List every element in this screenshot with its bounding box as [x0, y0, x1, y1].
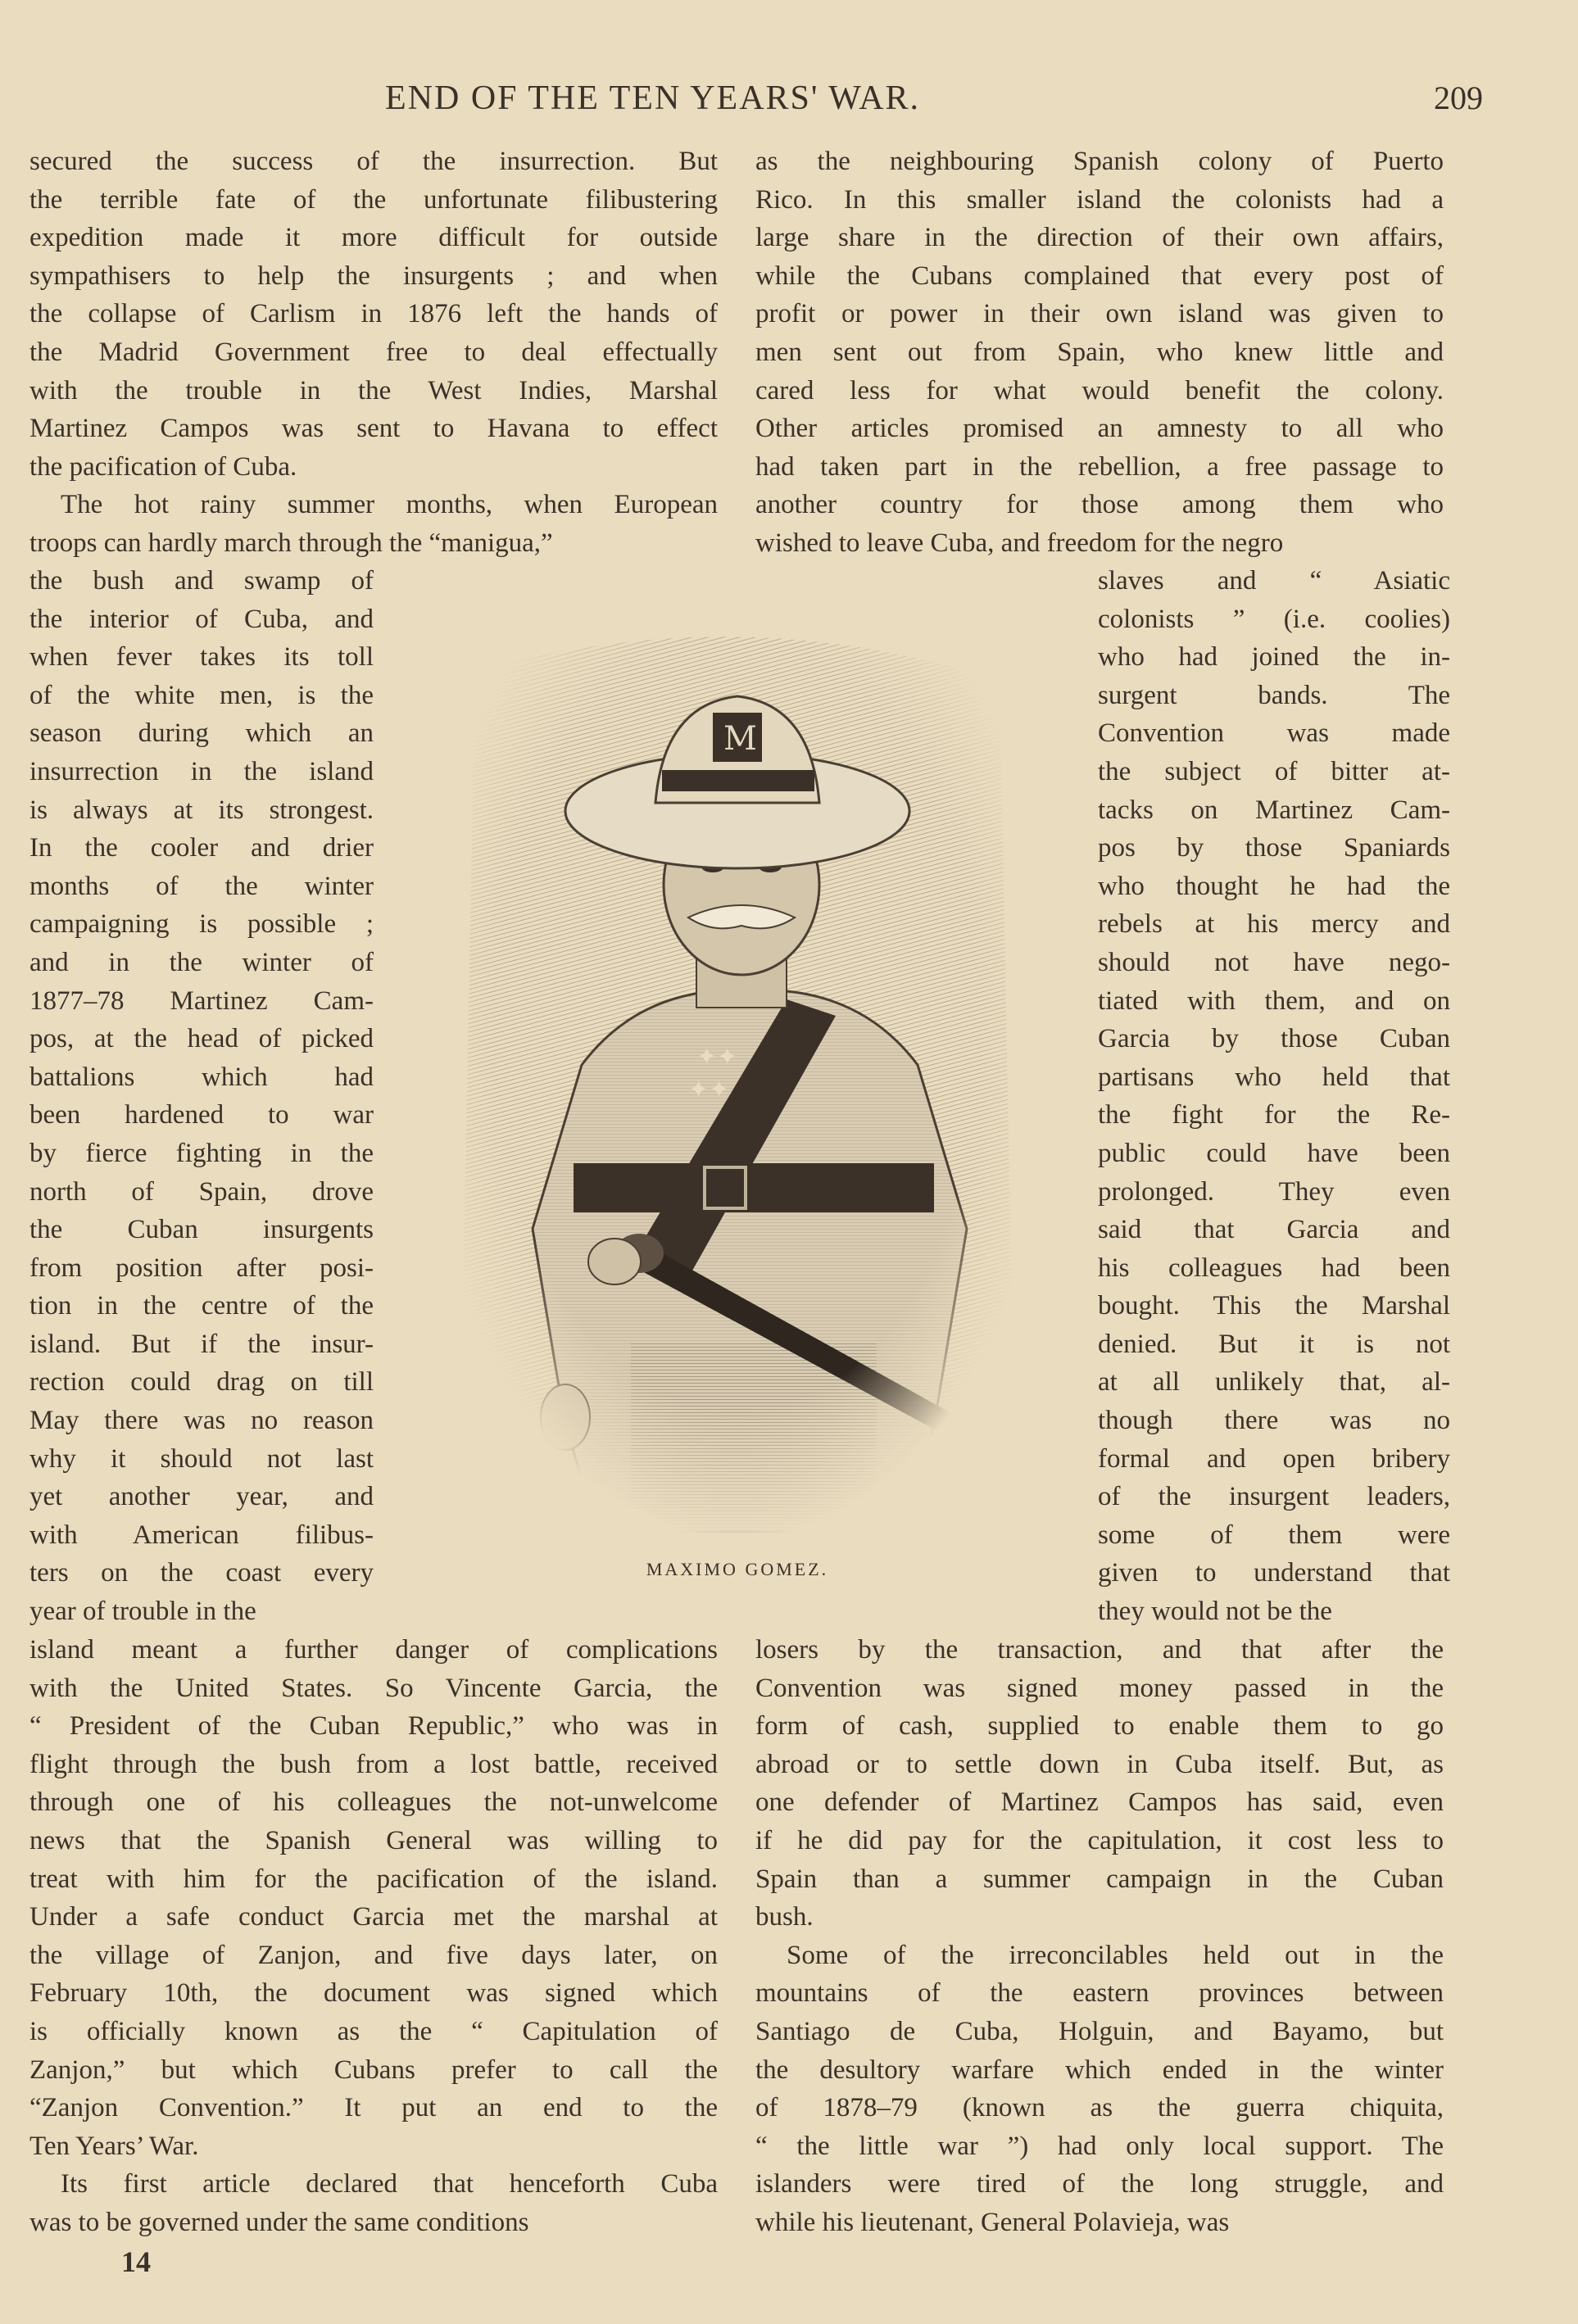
- text-line: rection could drag on till: [29, 1367, 374, 1398]
- text-line: island. But if the insur-: [29, 1329, 374, 1359]
- text-line: insurrection in the island: [29, 756, 374, 786]
- text-line: troops can hardly march through the “manigua,”: [29, 528, 553, 558]
- text-line: islanders were tired of the long struggle, and: [755, 2169, 1444, 2199]
- text-line: island meant a further danger of complications: [29, 1635, 718, 1665]
- text-line: Convention was signed money passed in the: [755, 1673, 1444, 1703]
- text-line: the desultory warfare which ended in the winter: [755, 2054, 1444, 2085]
- text-line: slaves and “ Asiatic: [1098, 566, 1450, 596]
- text-line: tacks on Martinez Cam-: [1098, 795, 1450, 825]
- signature-mark: 14: [121, 2245, 151, 2278]
- text-line: was to be governed under the same conditions: [29, 2207, 529, 2237]
- text-line: his colleagues had been: [1098, 1253, 1450, 1283]
- text-line: the fight for the Re-: [1098, 1100, 1450, 1130]
- text-line: is officially known as the “ Capitulation of: [29, 2016, 718, 2046]
- text-line: Convention was made: [1098, 718, 1450, 749]
- text-line: men sent out from Spain, who knew little and: [755, 337, 1444, 367]
- text-line: pos, at the head of picked: [29, 1024, 374, 1054]
- text-line: Ten Years’ War.: [29, 2131, 199, 2161]
- text-line: formal and open bribery: [1098, 1443, 1450, 1474]
- text-line: Some of the irreconcilables held out in the: [787, 1940, 1444, 1970]
- text-line: Spain than a summer campaign in the Cuban: [755, 1864, 1444, 1894]
- text-line: yet another year, and: [29, 1482, 374, 1512]
- text-line: as the neighbouring Spanish colony of Puerto: [755, 147, 1444, 176]
- text-line: the Cuban insurgents: [29, 1215, 374, 1245]
- right-column-bottom: [755, 1631, 1444, 2242]
- text-line: why it should not last: [29, 1443, 374, 1474]
- text-line: profit or power in their own island was given to: [755, 299, 1444, 329]
- text-line: season during which an: [29, 718, 374, 749]
- text-line: secured the success of the insurrection. But: [29, 147, 718, 176]
- text-line: the pacification of Cuba.: [29, 451, 297, 482]
- text-line: another country for those among them who: [755, 490, 1444, 520]
- left-column-bottom: [29, 1631, 718, 2242]
- text-line: given to understand that: [1098, 1558, 1450, 1588]
- page-number: 209: [1434, 79, 1483, 116]
- text-line: the subject of bitter at-: [1098, 756, 1450, 786]
- text-line: “Zanjon Convention.” It put an end to the: [29, 2093, 718, 2123]
- text-line: mountains of the eastern provinces between: [755, 1978, 1444, 2009]
- text-line: months of the winter: [29, 871, 374, 901]
- text-line: bush.: [755, 1902, 814, 1932]
- text-line: the terrible fate of the unfortunate filibustering: [29, 184, 718, 215]
- text-line: partisans who held that: [1098, 1062, 1450, 1092]
- text-line: expedition made it more difficult for outside: [29, 223, 718, 253]
- text-line: denied. But it is not: [1098, 1329, 1450, 1359]
- portrait-engraving: [442, 606, 1032, 1540]
- text-line: 1877–78 Martinez Cam-: [29, 985, 374, 1016]
- text-line: rebels at his mercy and: [1098, 909, 1450, 940]
- text-line: Rico. In this smaller island the colonists had a: [755, 184, 1444, 215]
- text-line: ters on the coast every: [29, 1558, 374, 1588]
- text-line: the Madrid Government free to deal effectually: [29, 337, 718, 367]
- text-line: Santiago de Cuba, Holguin, and Bayamo, but: [755, 2016, 1444, 2046]
- text-line: the interior of Cuba, and: [29, 604, 374, 634]
- text-line: while the Cubans complained that every post of: [755, 260, 1444, 291]
- text-line: should not have nego-: [1098, 947, 1450, 977]
- text-line: year of trouble in the: [29, 1597, 256, 1627]
- text-line: sympathisers to help the insurgents ; and when: [29, 260, 718, 291]
- text-line: In the cooler and drier: [29, 833, 374, 863]
- running-title: END OF THE TEN YEARS' WAR.: [385, 79, 921, 117]
- text-line: the collapse of Carlism in 1876 left the hands of: [29, 299, 718, 329]
- running-head: [0, 75, 1578, 125]
- text-line: cared less for what would benefit the colony.: [755, 375, 1444, 405]
- text-line: Other articles promised an amnesty to all who: [755, 414, 1444, 444]
- text-line: tion in the centre of the: [29, 1291, 374, 1321]
- text-line: from position after posi-: [29, 1253, 374, 1283]
- text-line: prolonged. They even: [1098, 1176, 1450, 1207]
- text-line: campaigning is possible ;: [29, 909, 374, 940]
- text-line: battalions which had: [29, 1062, 374, 1092]
- text-line: of the white men, is the: [29, 680, 374, 710]
- text-line: February 10th, the document was signed which: [29, 1978, 718, 2009]
- text-line: treat with him for the pacification of the island.: [29, 1864, 718, 1894]
- text-line: though there was no: [1098, 1406, 1450, 1436]
- text-line: said that Garcia and: [1098, 1215, 1450, 1245]
- text-line: Under a safe conduct Garcia met the marshal at: [29, 1902, 718, 1932]
- text-line: abroad or to settle down in Cuba itself. But, as: [755, 1749, 1444, 1779]
- text-line: of the insurgent leaders,: [1098, 1482, 1450, 1512]
- text-line: the bush and swamp of: [29, 566, 374, 596]
- text-line: some of them were: [1098, 1520, 1450, 1550]
- text-line: they would not be the: [1098, 1597, 1332, 1627]
- text-line: who thought he had the: [1098, 871, 1450, 901]
- right-column-top: [755, 143, 1444, 563]
- text-line: had taken part in the rebellion, a free passage to: [755, 451, 1444, 482]
- text-line: The hot rainy summer months, when European: [61, 490, 718, 520]
- text-line: while his lieutenant, General Polavieja, was: [755, 2207, 1230, 2237]
- text-line: pos by those Spaniards: [1098, 833, 1450, 863]
- text-line: of 1878–79 (known as the guerra chiquita,: [755, 2093, 1444, 2123]
- text-line: large share in the direction of their own affairs,: [755, 223, 1444, 253]
- text-line: by fierce fighting in the: [29, 1138, 374, 1168]
- text-line: public could have been: [1098, 1138, 1450, 1168]
- text-line: news that the Spanish General was willing to: [29, 1825, 718, 1855]
- text-line: through one of his colleagues the not-unwelcome: [29, 1787, 718, 1818]
- text-line: if he did pay for the capitulation, it cost less to: [755, 1825, 1444, 1855]
- text-line: is always at its strongest.: [29, 795, 374, 825]
- right-column-narrow: [1098, 562, 1450, 1631]
- text-line: “ President of the Cuban Republic,” who was in: [29, 1711, 718, 1742]
- text-line: with American filibus-: [29, 1520, 374, 1550]
- text-line: been hardened to war: [29, 1100, 374, 1130]
- text-line: who had joined the in-: [1098, 642, 1450, 673]
- text-line: and in the winter of: [29, 947, 374, 977]
- text-line: wished to leave Cuba, and freedom for the negro: [755, 528, 1284, 558]
- text-line: Zanjon,” but which Cubans prefer to call the: [29, 2054, 718, 2085]
- figure-caption: MAXIMO GOMEZ.: [646, 1559, 829, 1579]
- text-line: Martinez Campos was sent to Havana to effect: [29, 414, 718, 444]
- text-line: May there was no reason: [29, 1406, 374, 1436]
- left-column-top: [29, 143, 718, 563]
- text-line: “ the little war ”) had only local support. The: [755, 2131, 1444, 2161]
- text-line: tiated with them, and on: [1098, 985, 1450, 1016]
- left-column-narrow: [29, 562, 374, 1631]
- text-line: bought. This the Marshal: [1098, 1291, 1450, 1321]
- text-line: one defender of Martinez Campos has said, even: [755, 1787, 1444, 1818]
- text-line: north of Spain, drove: [29, 1176, 374, 1207]
- text-line: flight through the bush from a lost battle, received: [29, 1749, 718, 1779]
- text-line: Garcia by those Cuban: [1098, 1024, 1450, 1054]
- text-line: the village of Zanjon, and five days later, on: [29, 1940, 718, 1970]
- text-line: form of cash, supplied to enable them to go: [755, 1711, 1444, 1742]
- text-line: with the United States. So Vincente Garcia, the: [29, 1673, 718, 1703]
- text-line: with the trouble in the West Indies, Marshal: [29, 375, 718, 405]
- text-line: at all unlikely that, al-: [1098, 1367, 1450, 1398]
- text-line: losers by the transaction, and that after the: [755, 1635, 1444, 1665]
- text-line: Its first article declared that henceforth Cuba: [61, 2169, 718, 2199]
- text-line: surgent bands. The: [1098, 680, 1450, 710]
- text-line: colonists ” (i.e. coolies): [1098, 604, 1450, 634]
- text-line: when fever takes its toll: [29, 642, 374, 673]
